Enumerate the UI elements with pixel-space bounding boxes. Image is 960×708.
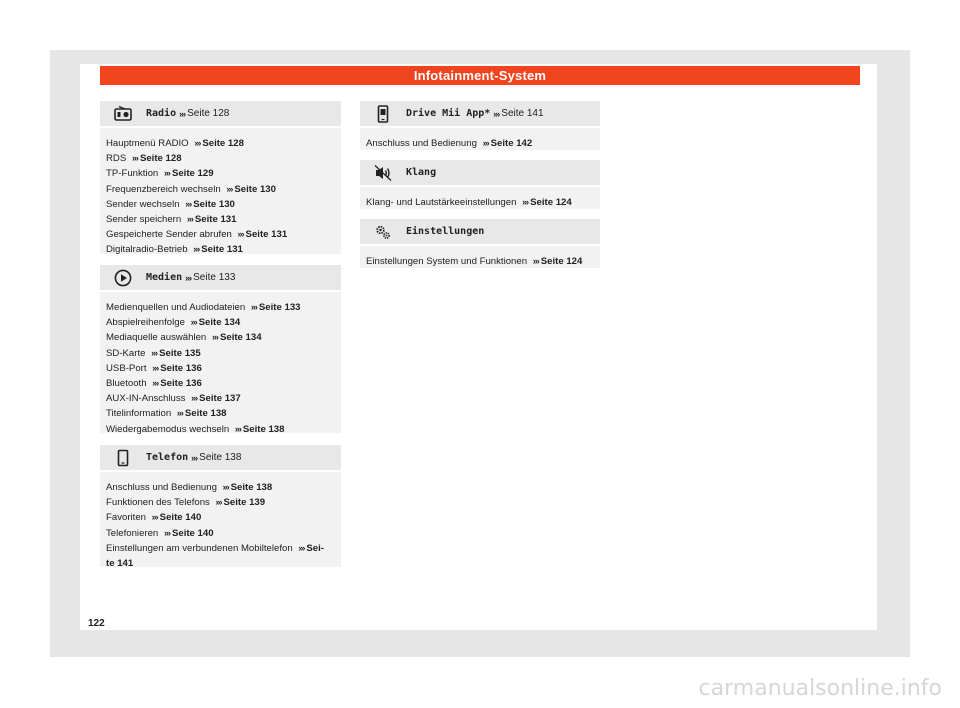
- ref-arrows: ›››: [191, 452, 198, 463]
- page-link[interactable]: Seite 138: [184, 408, 227, 420]
- radio-icon: [114, 105, 132, 123]
- section-radio: [100, 101, 341, 254]
- list-item: Anschluss und Bedienung ››› Seite 138: [106, 482, 273, 493]
- section-list: [360, 128, 600, 159]
- page-link[interactable]: Seite 137: [199, 393, 241, 405]
- page-link[interactable]: Seite 128: [139, 153, 182, 165]
- section-header: [100, 445, 341, 472]
- list-item: Sender speichern ››› Seite 131: [106, 214, 237, 226]
- smartphone-app-icon: [374, 105, 392, 123]
- page-link[interactable]: Seite 128: [202, 138, 244, 149]
- section-klang: [360, 160, 600, 209]
- section-title: Medien: [146, 272, 183, 283]
- list-item: Favoriten ››› Seite 140: [106, 512, 202, 524]
- page-link[interactable]: Seite 134: [198, 317, 241, 329]
- page-header: Infotainment-System: [100, 66, 860, 85]
- ref-arrows: ›››: [185, 272, 192, 283]
- page-link[interactable]: Seite 124: [530, 197, 572, 208]
- section-medien: [100, 265, 341, 433]
- page-link[interactable]: Seite 130: [193, 198, 235, 210]
- list-item: AUX-IN-Anschluss ››› Seite 137: [106, 393, 241, 405]
- page-link[interactable]: Seite 131: [201, 244, 243, 256]
- phone-icon: [114, 449, 132, 467]
- list-item: Telefonieren ››› Seite 140: [106, 527, 214, 539]
- page-link[interactable]: Sei-: [306, 542, 324, 554]
- page-link[interactable]: Seite 131: [245, 229, 288, 241]
- section-ref[interactable]: Seite 138: [199, 452, 242, 463]
- page-link-continued[interactable]: te 141: [106, 558, 134, 570]
- play-icon: [114, 269, 132, 287]
- list-item: Digitalradio-Betrieb ››› Seite 131: [106, 244, 243, 256]
- page-link[interactable]: Seite 140: [159, 512, 202, 524]
- page-link[interactable]: Seite 140: [171, 527, 214, 539]
- list-item: Titelinformation ››› Seite 138: [106, 408, 227, 420]
- list-item: Einstellungen System und Funktionen ››› Seite 124: [366, 256, 583, 267]
- list-item: Sender wechseln ››› Seite 130: [106, 198, 235, 210]
- section-title: Radio: [146, 108, 177, 119]
- ref-arrows: ›››: [493, 108, 500, 119]
- sound-icon: [374, 164, 392, 182]
- list-item: TP-Funktion ››› Seite 129: [106, 168, 214, 180]
- list-item: Abspielreihenfolge ››› Seite 134: [106, 317, 241, 329]
- list-item: Medienquellen und Audiodateien ››› Seite 133: [106, 302, 301, 313]
- list-item: Gespeicherte Sender abrufen ››› Seite 131: [106, 229, 288, 241]
- section-ref[interactable]: Seite 141: [501, 108, 544, 119]
- list-item: RDS ››› Seite 128: [106, 153, 182, 165]
- list-item: Wiedergabemodus wechseln ››› Seite 138: [106, 423, 285, 435]
- page-link[interactable]: Seite 130: [234, 183, 276, 195]
- section-list: [100, 472, 341, 579]
- section-einstellungen: [360, 219, 600, 268]
- list-item: Anschluss und Bedienung ››› Seite 142: [366, 138, 533, 149]
- page-link[interactable]: Seite 138: [242, 423, 285, 435]
- section-ref[interactable]: Seite 133: [193, 272, 236, 283]
- section-title: Klang: [406, 167, 437, 178]
- page-link[interactable]: Seite 124: [540, 256, 583, 267]
- section-header: [360, 101, 600, 128]
- page-link[interactable]: Seite 134: [219, 332, 262, 344]
- page-link[interactable]: Seite 135: [159, 347, 201, 359]
- section-list: [100, 128, 341, 266]
- page-link[interactable]: Seite 136: [160, 362, 202, 374]
- list-item: Einstellungen am verbundenen Mobiltelefon ››› Sei- te 141: [106, 542, 324, 570]
- section-telefon: [100, 445, 341, 570]
- page-link[interactable]: Seite 133: [258, 302, 301, 313]
- page-link[interactable]: Seite 131: [194, 214, 237, 226]
- page-link[interactable]: Seite 138: [230, 482, 273, 493]
- section-ref[interactable]: Seite 128: [187, 108, 230, 119]
- section-header: [100, 101, 341, 128]
- list-item: Klang- und Lautstärkeeinstellungen ››› Seite 124: [366, 197, 572, 208]
- section-title: Drive Mii App*: [406, 108, 491, 119]
- section-header: [360, 219, 600, 246]
- section-title: Telefon: [146, 452, 189, 463]
- section-list: [100, 292, 341, 445]
- section-drive-mii-app: [360, 101, 600, 150]
- section-title: Einstellungen: [406, 226, 485, 237]
- gears-icon: [374, 223, 392, 241]
- section-list: [360, 187, 600, 218]
- list-item: Bluetooth ››› Seite 136: [106, 378, 202, 390]
- page-link[interactable]: Seite 129: [171, 168, 214, 180]
- page-link[interactable]: Seite 139: [223, 497, 266, 509]
- section-list: [360, 246, 600, 277]
- page-number: 122: [88, 618, 105, 629]
- list-item: SD-Karte ››› Seite 135: [106, 347, 201, 359]
- ref-arrows: ›››: [179, 108, 186, 119]
- list-item: Funktionen des Telefons ››› Seite 139: [106, 497, 266, 509]
- list-item: Frequenzbereich wechseln ››› Seite 130: [106, 183, 276, 195]
- page-link[interactable]: Seite 136: [160, 378, 202, 390]
- list-item: USB-Port ››› Seite 136: [106, 362, 202, 374]
- watermark: carmanualsonline.info: [698, 676, 942, 701]
- list-item: Mediaquelle auswählen ››› Seite 134: [106, 332, 262, 344]
- page-link[interactable]: Seite 142: [490, 138, 533, 149]
- section-header: [360, 160, 600, 187]
- section-header: [100, 265, 341, 292]
- list-item: Hauptmenü RADIO ››› Seite 128: [106, 138, 244, 149]
